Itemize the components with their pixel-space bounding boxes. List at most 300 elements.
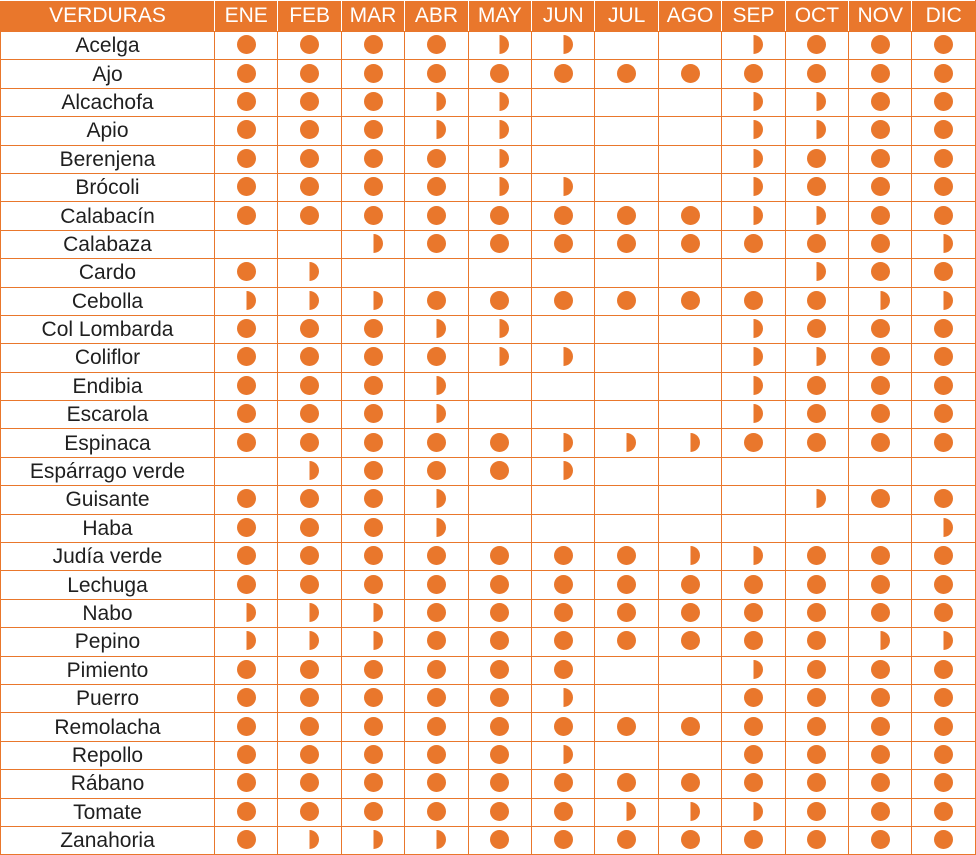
table-row: [1, 88, 976, 116]
month-cell: [658, 457, 721, 485]
month-cell: [341, 344, 404, 372]
half-circle-icon: [554, 745, 573, 764]
month-cell: [849, 287, 912, 315]
month-cell: [278, 514, 341, 542]
table-row: [1, 514, 976, 542]
month-cell: [468, 60, 531, 88]
column-header-ago: AGO: [658, 1, 721, 32]
table-row: [1, 173, 976, 201]
full-circle-icon: [490, 745, 509, 764]
half-circle-icon: [364, 631, 383, 650]
table-row: [1, 60, 976, 88]
full-circle-icon: [427, 149, 446, 168]
month-cell: [405, 684, 468, 712]
month-cell: [785, 60, 848, 88]
month-cell: [278, 713, 341, 741]
full-circle-icon: [807, 830, 826, 849]
full-circle-icon: [871, 64, 890, 83]
month-cell: [785, 259, 848, 287]
month-cell: [468, 88, 531, 116]
full-circle-icon: [554, 603, 573, 622]
full-circle-icon: [554, 802, 573, 821]
table-row: [1, 117, 976, 145]
month-cell: [341, 741, 404, 769]
month-cell: [215, 798, 278, 826]
full-circle-icon: [617, 291, 636, 310]
vegetable-name: Coliflor: [1, 344, 215, 372]
header-row: [1, 1, 976, 32]
table-row: [1, 656, 976, 684]
month-cell: [532, 741, 595, 769]
full-circle-icon: [427, 773, 446, 792]
full-circle-icon: [300, 546, 319, 565]
month-cell: [532, 543, 595, 571]
full-circle-icon: [807, 404, 826, 423]
month-cell: [532, 429, 595, 457]
month-cell: [341, 628, 404, 656]
table-row: [1, 628, 976, 656]
month-cell: [722, 798, 785, 826]
full-circle-icon: [364, 461, 383, 480]
month-cell: [722, 117, 785, 145]
full-circle-icon: [300, 319, 319, 338]
half-circle-icon: [427, 404, 446, 423]
half-circle-icon: [807, 206, 826, 225]
full-circle-icon: [871, 802, 890, 821]
table-row: [1, 145, 976, 173]
month-cell: [658, 372, 721, 400]
month-cell: [595, 429, 658, 457]
month-cell: [595, 770, 658, 798]
month-cell: [849, 684, 912, 712]
month-cell: [595, 117, 658, 145]
vegetable-name: Calabacín: [1, 202, 215, 230]
full-circle-icon: [554, 575, 573, 594]
month-cell: [722, 344, 785, 372]
month-cell: [912, 684, 976, 712]
month-cell: [341, 88, 404, 116]
month-cell: [278, 230, 341, 258]
month-cell: [722, 230, 785, 258]
month-cell: [405, 656, 468, 684]
month-cell: [785, 571, 848, 599]
month-cell: [215, 543, 278, 571]
full-circle-icon: [871, 575, 890, 594]
full-circle-icon: [871, 149, 890, 168]
vegetable-name: Brócoli: [1, 173, 215, 201]
month-cell: [722, 401, 785, 429]
month-cell: [468, 230, 531, 258]
month-cell: [532, 60, 595, 88]
table-row: [1, 344, 976, 372]
full-circle-icon: [300, 745, 319, 764]
table-row: [1, 770, 976, 798]
full-circle-icon: [237, 262, 256, 281]
month-cell: [785, 798, 848, 826]
month-cell: [595, 401, 658, 429]
full-circle-icon: [364, 149, 383, 168]
table-row: [1, 259, 976, 287]
full-circle-icon: [871, 830, 890, 849]
month-cell: [278, 287, 341, 315]
month-cell: [341, 571, 404, 599]
month-cell: [785, 344, 848, 372]
half-circle-icon: [744, 802, 763, 821]
month-cell: [215, 628, 278, 656]
month-cell: [849, 315, 912, 343]
month-cell: [785, 628, 848, 656]
full-circle-icon: [617, 631, 636, 650]
full-circle-icon: [871, 177, 890, 196]
month-cell: [595, 372, 658, 400]
month-cell: [658, 117, 721, 145]
full-circle-icon: [681, 206, 700, 225]
month-cell: [785, 401, 848, 429]
month-cell: [785, 315, 848, 343]
full-circle-icon: [807, 433, 826, 452]
month-cell: [278, 798, 341, 826]
half-circle-icon: [744, 319, 763, 338]
month-cell: [595, 230, 658, 258]
column-header-oct: OCT: [785, 1, 848, 32]
full-circle-icon: [744, 631, 763, 650]
half-circle-icon: [490, 347, 509, 366]
month-cell: [849, 656, 912, 684]
month-cell: [468, 656, 531, 684]
month-cell: [912, 571, 976, 599]
full-circle-icon: [744, 717, 763, 736]
month-cell: [595, 287, 658, 315]
half-circle-icon: [744, 120, 763, 139]
half-circle-icon: [871, 291, 890, 310]
full-circle-icon: [427, 347, 446, 366]
column-header-feb: FEB: [278, 1, 341, 32]
month-cell: [912, 656, 976, 684]
month-cell: [658, 713, 721, 741]
full-circle-icon: [237, 177, 256, 196]
full-circle-icon: [427, 688, 446, 707]
month-cell: [532, 202, 595, 230]
half-circle-icon: [744, 149, 763, 168]
month-cell: [215, 826, 278, 854]
full-circle-icon: [364, 92, 383, 111]
month-cell: [215, 741, 278, 769]
month-cell: [532, 145, 595, 173]
month-cell: [532, 88, 595, 116]
full-circle-icon: [681, 830, 700, 849]
half-circle-icon: [427, 830, 446, 849]
vegetable-name: Tomate: [1, 798, 215, 826]
vegetable-name: Calabaza: [1, 230, 215, 258]
month-cell: [341, 429, 404, 457]
full-circle-icon: [364, 433, 383, 452]
full-circle-icon: [934, 802, 953, 821]
month-cell: [405, 429, 468, 457]
month-cell: [849, 117, 912, 145]
table-row: [1, 684, 976, 712]
month-cell: [912, 457, 976, 485]
full-circle-icon: [744, 433, 763, 452]
month-cell: [595, 60, 658, 88]
month-cell: [658, 684, 721, 712]
half-circle-icon: [807, 489, 826, 508]
vegetable-name: Ajo: [1, 60, 215, 88]
full-circle-icon: [807, 319, 826, 338]
month-cell: [658, 429, 721, 457]
month-cell: [722, 543, 785, 571]
full-circle-icon: [237, 717, 256, 736]
full-circle-icon: [364, 120, 383, 139]
full-circle-icon: [871, 745, 890, 764]
half-circle-icon: [807, 92, 826, 111]
half-circle-icon: [300, 830, 319, 849]
month-cell: [215, 32, 278, 60]
month-cell: [849, 798, 912, 826]
vegetable-name: Escarola: [1, 401, 215, 429]
month-cell: [722, 770, 785, 798]
month-cell: [658, 401, 721, 429]
month-cell: [532, 287, 595, 315]
full-circle-icon: [490, 830, 509, 849]
month-cell: [912, 826, 976, 854]
half-circle-icon: [300, 461, 319, 480]
half-circle-icon: [300, 262, 319, 281]
full-circle-icon: [934, 206, 953, 225]
month-cell: [405, 543, 468, 571]
month-cell: [849, 826, 912, 854]
month-cell: [278, 202, 341, 230]
month-cell: [532, 259, 595, 287]
month-cell: [722, 826, 785, 854]
month-cell: [532, 486, 595, 514]
full-circle-icon: [807, 660, 826, 679]
column-header-verduras: VERDURAS: [1, 1, 215, 32]
month-cell: [405, 798, 468, 826]
full-circle-icon: [554, 206, 573, 225]
full-circle-icon: [744, 745, 763, 764]
table-row: [1, 32, 976, 60]
full-circle-icon: [744, 830, 763, 849]
vegetable-name: Remolacha: [1, 713, 215, 741]
full-circle-icon: [237, 35, 256, 54]
full-circle-icon: [744, 291, 763, 310]
month-cell: [468, 514, 531, 542]
month-cell: [849, 202, 912, 230]
month-cell: [215, 117, 278, 145]
full-circle-icon: [300, 489, 319, 508]
month-cell: [849, 401, 912, 429]
month-cell: [468, 713, 531, 741]
month-cell: [215, 457, 278, 485]
month-cell: [595, 344, 658, 372]
month-cell: [278, 60, 341, 88]
month-cell: [722, 145, 785, 173]
month-cell: [215, 429, 278, 457]
full-circle-icon: [364, 404, 383, 423]
month-cell: [532, 315, 595, 343]
full-circle-icon: [427, 603, 446, 622]
vegetable-name: Haba: [1, 514, 215, 542]
month-cell: [849, 457, 912, 485]
month-cell: [785, 770, 848, 798]
full-circle-icon: [554, 631, 573, 650]
month-cell: [215, 202, 278, 230]
month-cell: [658, 173, 721, 201]
full-circle-icon: [237, 92, 256, 111]
month-cell: [912, 372, 976, 400]
full-circle-icon: [490, 717, 509, 736]
month-cell: [532, 32, 595, 60]
half-circle-icon: [490, 319, 509, 338]
full-circle-icon: [427, 64, 446, 83]
month-cell: [658, 826, 721, 854]
month-cell: [278, 628, 341, 656]
month-cell: [849, 628, 912, 656]
month-cell: [658, 486, 721, 514]
vegetable-name: Apio: [1, 117, 215, 145]
month-cell: [468, 429, 531, 457]
full-circle-icon: [934, 376, 953, 395]
month-cell: [278, 684, 341, 712]
full-circle-icon: [871, 319, 890, 338]
month-cell: [468, 145, 531, 173]
month-cell: [215, 344, 278, 372]
month-cell: [722, 457, 785, 485]
full-circle-icon: [490, 206, 509, 225]
month-cell: [785, 741, 848, 769]
month-cell: [215, 656, 278, 684]
full-circle-icon: [681, 717, 700, 736]
month-cell: [658, 315, 721, 343]
full-circle-icon: [871, 660, 890, 679]
table-body: [1, 32, 976, 855]
table-row: [1, 202, 976, 230]
full-circle-icon: [427, 717, 446, 736]
full-circle-icon: [490, 461, 509, 480]
month-cell: [658, 32, 721, 60]
vegetable-name: Espinaca: [1, 429, 215, 457]
month-cell: [341, 713, 404, 741]
month-cell: [405, 287, 468, 315]
month-cell: [278, 32, 341, 60]
month-cell: [722, 32, 785, 60]
vegetable-name: Acelga: [1, 32, 215, 60]
full-circle-icon: [364, 64, 383, 83]
full-circle-icon: [744, 688, 763, 707]
month-cell: [468, 315, 531, 343]
month-cell: [532, 656, 595, 684]
month-cell: [278, 344, 341, 372]
month-cell: [468, 741, 531, 769]
month-cell: [532, 770, 595, 798]
month-cell: [658, 230, 721, 258]
month-cell: [532, 628, 595, 656]
month-cell: [341, 287, 404, 315]
half-circle-icon: [744, 92, 763, 111]
full-circle-icon: [300, 92, 319, 111]
half-circle-icon: [300, 603, 319, 622]
month-cell: [405, 457, 468, 485]
full-circle-icon: [871, 262, 890, 281]
month-cell: [405, 202, 468, 230]
month-cell: [849, 372, 912, 400]
half-circle-icon: [681, 433, 700, 452]
full-circle-icon: [427, 802, 446, 821]
month-cell: [785, 457, 848, 485]
month-cell: [722, 684, 785, 712]
full-circle-icon: [807, 745, 826, 764]
full-circle-icon: [807, 546, 826, 565]
month-cell: [532, 713, 595, 741]
half-circle-icon: [300, 631, 319, 650]
half-circle-icon: [807, 347, 826, 366]
table-row: [1, 798, 976, 826]
full-circle-icon: [934, 603, 953, 622]
month-cell: [849, 344, 912, 372]
full-circle-icon: [871, 688, 890, 707]
month-cell: [595, 202, 658, 230]
month-cell: [595, 88, 658, 116]
month-cell: [215, 713, 278, 741]
full-circle-icon: [807, 603, 826, 622]
month-cell: [215, 145, 278, 173]
full-circle-icon: [554, 291, 573, 310]
month-cell: [532, 826, 595, 854]
full-circle-icon: [934, 262, 953, 281]
month-cell: [785, 543, 848, 571]
month-cell: [912, 88, 976, 116]
month-cell: [658, 60, 721, 88]
month-cell: [785, 202, 848, 230]
full-circle-icon: [617, 546, 636, 565]
full-circle-icon: [427, 35, 446, 54]
month-cell: [785, 486, 848, 514]
half-circle-icon: [934, 631, 953, 650]
month-cell: [595, 457, 658, 485]
month-cell: [912, 287, 976, 315]
month-cell: [532, 514, 595, 542]
vegetable-name: Judía verde: [1, 543, 215, 571]
half-circle-icon: [237, 603, 256, 622]
month-cell: [785, 826, 848, 854]
full-circle-icon: [237, 433, 256, 452]
full-circle-icon: [300, 404, 319, 423]
month-cell: [278, 770, 341, 798]
month-cell: [341, 145, 404, 173]
half-circle-icon: [490, 92, 509, 111]
full-circle-icon: [871, 347, 890, 366]
full-circle-icon: [871, 717, 890, 736]
month-cell: [341, 401, 404, 429]
full-circle-icon: [490, 688, 509, 707]
half-circle-icon: [427, 518, 446, 537]
full-circle-icon: [617, 603, 636, 622]
month-cell: [658, 656, 721, 684]
full-circle-icon: [300, 660, 319, 679]
half-circle-icon: [554, 433, 573, 452]
month-cell: [405, 344, 468, 372]
full-circle-icon: [681, 291, 700, 310]
month-cell: [595, 798, 658, 826]
vegetable-name: Nabo: [1, 599, 215, 627]
column-header-mar: MAR: [341, 1, 404, 32]
month-cell: [341, 457, 404, 485]
full-circle-icon: [554, 234, 573, 253]
full-circle-icon: [364, 177, 383, 196]
full-circle-icon: [237, 64, 256, 83]
full-circle-icon: [300, 433, 319, 452]
full-circle-icon: [427, 433, 446, 452]
